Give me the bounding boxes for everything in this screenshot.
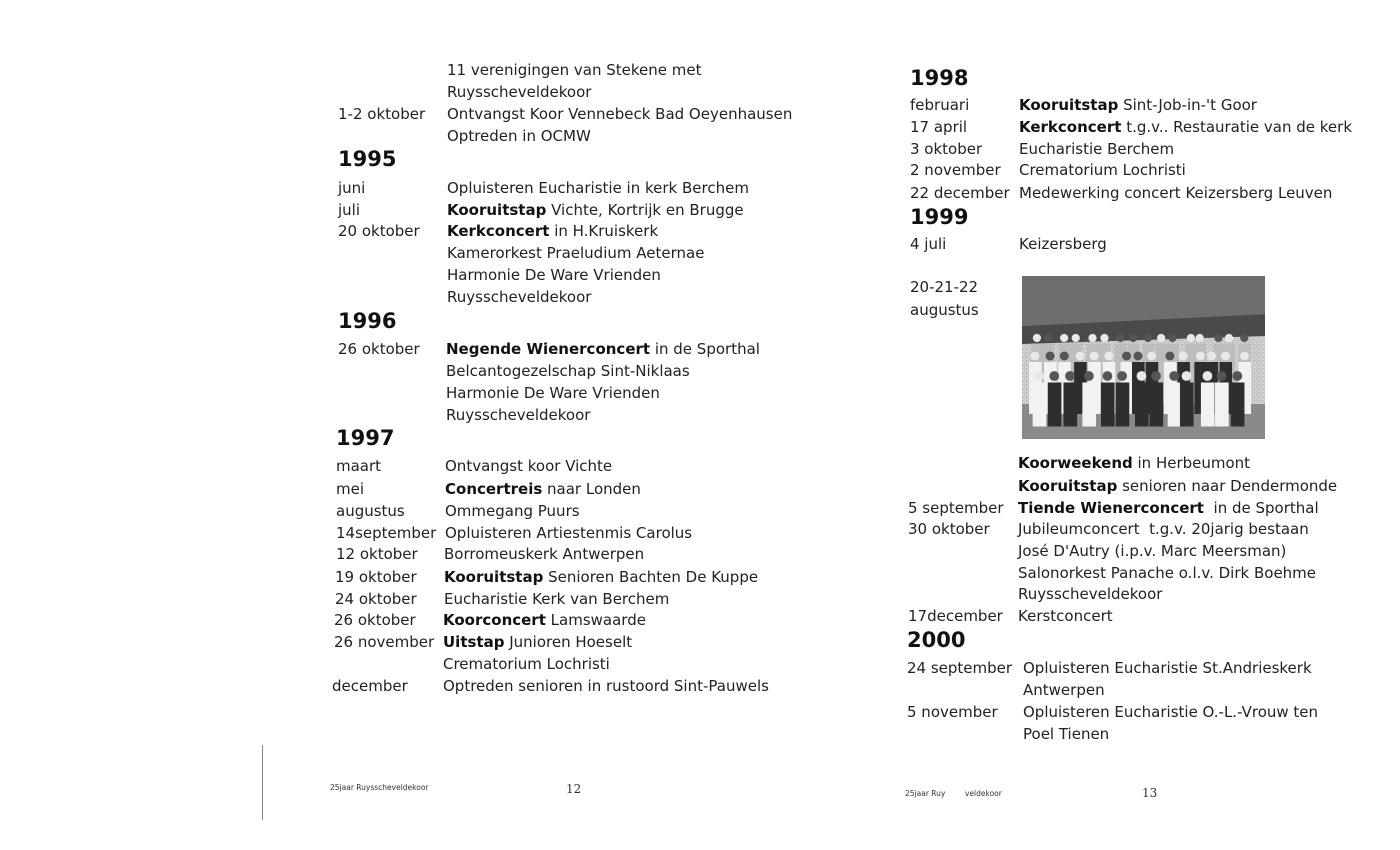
event-description bbox=[1023, 725, 1109, 743]
event-description bbox=[1018, 585, 1162, 603]
event-date: 20-21-22 bbox=[910, 278, 979, 296]
event-date: 22 december bbox=[910, 184, 1010, 202]
year-heading-1999: 1999 bbox=[910, 205, 969, 229]
event-highlight: Kooruitstap bbox=[447, 201, 547, 219]
event-date: 17 april bbox=[910, 118, 968, 136]
event-text: José D'Autry (i.p.v. Marc Meersman) bbox=[1018, 542, 1287, 560]
year-heading-2000: 2000 bbox=[907, 628, 966, 652]
event-date: 20 oktober bbox=[338, 222, 420, 240]
choir-group-photo bbox=[1022, 276, 1265, 439]
event-text: Jubileumconcert t.g.v. 20jarig bestaan bbox=[1018, 520, 1309, 538]
event-date: augustus bbox=[910, 301, 979, 319]
event-highlight: Kooruitstap bbox=[1019, 96, 1119, 114]
event-text: Eucharistie Kerk van Berchem bbox=[444, 590, 670, 608]
event-text: Crematorium Lochristi bbox=[1019, 161, 1186, 179]
event-text: Harmonie De Ware Vrienden bbox=[447, 266, 661, 284]
event-description bbox=[447, 83, 591, 101]
event-highlight: Kerkconcert bbox=[447, 222, 550, 240]
event-date: 30 oktober bbox=[908, 520, 990, 538]
event-date: 4 juli bbox=[910, 235, 947, 253]
footer-book-title-continued: veldekoor bbox=[965, 789, 1002, 798]
event-description bbox=[447, 288, 591, 306]
event-date: 2 november bbox=[910, 161, 1001, 179]
event-text: Eucharistie Berchem bbox=[1019, 140, 1175, 158]
event-description bbox=[1018, 564, 1316, 582]
event-text: Ommegang Puurs bbox=[445, 502, 580, 520]
event-text: Harmonie De Ware Vrienden bbox=[446, 384, 660, 402]
event-text: Crematorium Lochristi bbox=[443, 655, 610, 673]
event-text: Ruysscheveldekoor bbox=[1018, 585, 1163, 603]
event-text: Opluisteren Eucharistie St.Andrieskerk bbox=[1023, 659, 1312, 677]
event-highlight: Kerkconcert bbox=[1019, 118, 1122, 136]
event-description bbox=[444, 545, 644, 563]
event-date: 3 oktober bbox=[910, 140, 983, 158]
event-date: 26 oktober bbox=[334, 611, 416, 629]
event-highlight: Concertreis bbox=[445, 480, 543, 498]
event-description bbox=[1019, 161, 1186, 179]
event-text: Opluisteren Artiestenmis Carolus bbox=[445, 524, 693, 542]
event-text: senioren naar Dendermonde bbox=[1117, 477, 1338, 495]
event-text: Ruysscheveldekoor bbox=[447, 288, 592, 306]
event-text: in de Sporthal bbox=[650, 340, 760, 358]
page-number: 13 bbox=[1142, 786, 1158, 800]
event-highlight: Koorconcert bbox=[443, 611, 546, 629]
event-text: Belcantogezelschap Sint-Niklaas bbox=[446, 362, 690, 380]
event-highlight: Negende Wienerconcert bbox=[446, 340, 651, 358]
event-description bbox=[447, 127, 591, 145]
event-description bbox=[446, 384, 660, 402]
event-description bbox=[1019, 140, 1174, 158]
event-description bbox=[447, 266, 661, 284]
event-date: 24 oktober bbox=[335, 590, 417, 608]
event-date: 14september bbox=[336, 524, 437, 542]
event-text: Antwerpen bbox=[1023, 681, 1105, 699]
event-description bbox=[1019, 118, 1352, 136]
event-text: Salonorkest Panache o.l.v. Dirk Boehme bbox=[1018, 564, 1317, 582]
event-date: juli bbox=[338, 201, 361, 219]
event-description bbox=[443, 633, 632, 651]
event-highlight: Kooruitstap bbox=[1018, 477, 1118, 495]
event-description bbox=[445, 502, 580, 520]
event-date: 12 oktober bbox=[336, 545, 418, 563]
event-date: juni bbox=[338, 179, 366, 197]
event-description bbox=[1018, 454, 1250, 472]
event-description bbox=[444, 590, 669, 608]
event-description bbox=[446, 406, 590, 424]
event-date: 17december bbox=[908, 607, 1003, 625]
event-description bbox=[447, 61, 702, 79]
right-page bbox=[700, 0, 1400, 850]
event-description bbox=[1023, 659, 1312, 677]
event-date: augustus bbox=[336, 502, 405, 520]
year-heading-1996: 1996 bbox=[338, 309, 397, 333]
event-text: Vichte, Kortrijk en Brugge bbox=[546, 201, 744, 219]
event-text: Ontvangst koor Vichte bbox=[445, 457, 613, 475]
event-description bbox=[1018, 607, 1113, 625]
event-date: 24 september bbox=[907, 659, 1013, 677]
scan-artifact-line bbox=[262, 745, 263, 820]
event-date: februari bbox=[910, 96, 970, 114]
event-text: Optreden senioren in rustoord Sint-Pauwels bbox=[443, 677, 769, 695]
group-photo-image bbox=[1022, 276, 1265, 439]
event-text: Medewerking concert Keizersberg Leuven bbox=[1019, 184, 1333, 202]
event-description bbox=[443, 611, 646, 629]
event-text: Sint-Job-in-'t Goor bbox=[1118, 96, 1257, 114]
event-description bbox=[1019, 235, 1107, 253]
event-text: in de Sporthal bbox=[1203, 499, 1319, 517]
event-date: 26 oktober bbox=[338, 340, 420, 358]
event-text: Opluisteren Eucharistie in kerk Berchem bbox=[447, 179, 749, 197]
event-description bbox=[1018, 499, 1319, 517]
event-date: 5 november bbox=[907, 703, 998, 721]
footer-book-title: 25jaar Ruysscheveldekoor bbox=[330, 783, 429, 792]
event-description bbox=[1023, 681, 1105, 699]
event-description bbox=[1018, 542, 1286, 560]
event-text: in Herbeumont bbox=[1132, 454, 1251, 472]
event-text: Borromeuskerk Antwerpen bbox=[444, 545, 645, 563]
event-text: in H.Kruiskerk bbox=[549, 222, 659, 240]
event-description bbox=[445, 457, 612, 475]
event-description bbox=[445, 524, 692, 542]
year-heading-1997: 1997 bbox=[336, 426, 395, 450]
event-description bbox=[446, 362, 690, 380]
event-text: Opluisteren Eucharistie O.-L.-Vrouw ten bbox=[1023, 703, 1319, 721]
page-number: 12 bbox=[566, 782, 582, 796]
event-text: 11 verenigingen van Stekene met bbox=[447, 61, 702, 79]
event-description bbox=[1019, 96, 1257, 114]
event-date: 26 november bbox=[334, 633, 435, 651]
event-text: Poel Tienen bbox=[1023, 725, 1110, 743]
event-description bbox=[447, 244, 704, 262]
event-description bbox=[447, 222, 658, 240]
year-heading-1995: 1995 bbox=[338, 147, 397, 171]
event-text: Optreden in OCMW bbox=[447, 127, 591, 145]
event-date: 5 september bbox=[908, 499, 1004, 517]
event-text: naar Londen bbox=[542, 480, 641, 498]
event-description bbox=[1019, 184, 1332, 202]
event-description bbox=[445, 480, 641, 498]
event-text: t.g.v.. Restauratie van de kerk bbox=[1121, 118, 1353, 136]
year-heading-1998: 1998 bbox=[910, 66, 969, 90]
event-text: Ruysscheveldekoor bbox=[447, 83, 592, 101]
event-text: Ruysscheveldekoor bbox=[446, 406, 591, 424]
event-date: december bbox=[332, 677, 408, 695]
event-text: Junioren Hoeselt bbox=[504, 633, 633, 651]
event-text: Keizersberg bbox=[1019, 235, 1107, 253]
event-date: 19 oktober bbox=[335, 568, 417, 586]
event-highlight: Uitstap bbox=[443, 633, 505, 651]
event-date: mei bbox=[336, 480, 365, 498]
event-date: 1-2 oktober bbox=[338, 105, 426, 123]
event-description bbox=[443, 655, 610, 673]
event-highlight: Tiende Wienerconcert bbox=[1018, 499, 1204, 517]
event-text: Kamerorkest Praeludium Aeternae bbox=[447, 244, 705, 262]
event-text: Ontvangst Koor Vennebeck Bad Oeyenhausen bbox=[447, 105, 793, 123]
footer-book-title: 25jaar Ruy bbox=[905, 789, 946, 798]
event-date: maart bbox=[336, 457, 382, 475]
event-highlight: Koorweekend bbox=[1018, 454, 1133, 472]
event-description bbox=[1018, 520, 1309, 538]
event-text: Kerstconcert bbox=[1018, 607, 1113, 625]
event-text: Senioren Bachten De Kuppe bbox=[543, 568, 759, 586]
event-description bbox=[1023, 703, 1318, 721]
event-description bbox=[1018, 477, 1337, 495]
event-highlight: Kooruitstap bbox=[444, 568, 544, 586]
event-text: Lamswaarde bbox=[545, 611, 646, 629]
